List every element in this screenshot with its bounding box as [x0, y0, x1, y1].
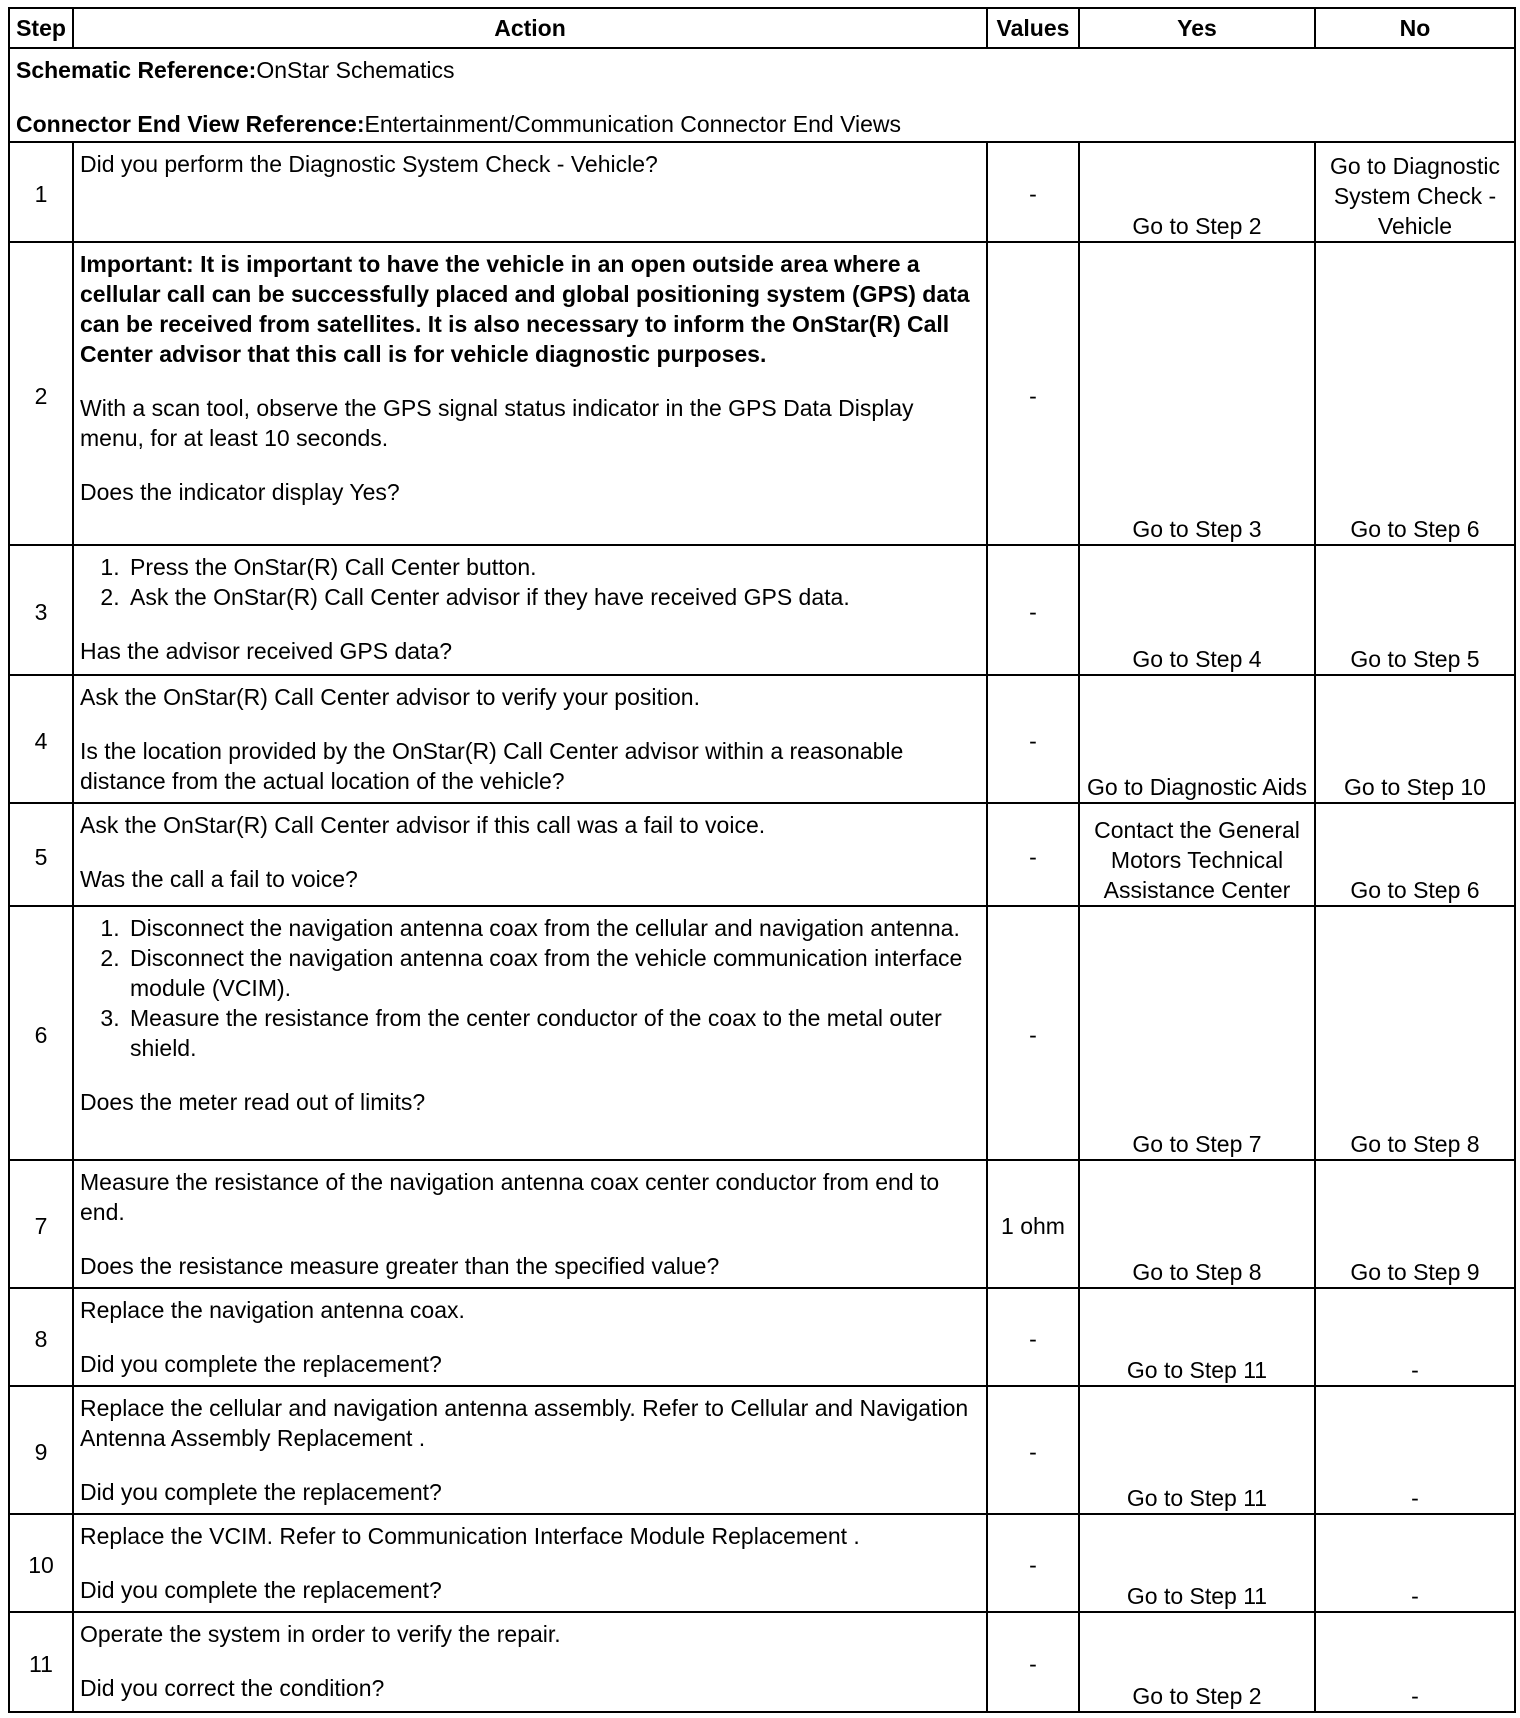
- action-list: [80, 913, 980, 1063]
- yes-cell[interactable]: Go to Step 11: [1079, 1288, 1315, 1386]
- no-cell[interactable]: Go to Step 8: [1315, 906, 1515, 1160]
- no-cell: -: [1315, 1612, 1515, 1712]
- table-row: [9, 1386, 1515, 1514]
- action-question: Did you complete the replacement?: [80, 1479, 442, 1505]
- values-cell: -: [987, 1514, 1079, 1612]
- important-note: Important: It is important to have the vehicle in an open outside area where a cellular call can be successfully placed and global positioning system (GPS) data can be received from satellites. It is also necessary to inform the OnStar(R) Call Center advisor that this call is for vehicle diagnostic purposes.: [80, 251, 970, 367]
- yes-cell[interactable]: Go to Diagnostic Aids: [1079, 675, 1315, 803]
- list-item: 1. Press the OnStar(R) Call Center button.: [126, 552, 980, 582]
- no-cell[interactable]: Go to Step 10: [1315, 675, 1515, 803]
- list-item: 1. Disconnect the navigation antenna coax from the cellular and navigation antenna.: [126, 913, 980, 943]
- action-cell: [73, 1288, 987, 1386]
- reference-row: [9, 48, 1515, 142]
- header-row: [9, 8, 1515, 48]
- no-cell[interactable]: Go to Step 9: [1315, 1160, 1515, 1288]
- action-cell: [73, 1514, 987, 1612]
- action-question: Did you correct the condition?: [80, 1675, 385, 1701]
- action-question: Was the call a fail to voice?: [80, 866, 358, 892]
- action-question: Is the location provided by the OnStar(R) Call Center advisor within a reasonable distance from the actual location of the vehicle?: [80, 738, 904, 794]
- no-cell[interactable]: Go to Step 6: [1315, 803, 1515, 906]
- action-question: Has the advisor received GPS data?: [80, 638, 453, 664]
- step-number: 1: [9, 142, 73, 242]
- action-text: Ask the OnStar(R) Call Center advisor if this call was a fail to voice.: [80, 812, 766, 838]
- no-cell: -: [1315, 1386, 1515, 1514]
- yes-cell[interactable]: Go to Step 2: [1079, 142, 1315, 242]
- header-values: Values: [987, 8, 1079, 48]
- list-item: 2. Ask the OnStar(R) Call Center advisor if they have received GPS data.: [126, 582, 980, 612]
- no-cell: -: [1315, 1288, 1515, 1386]
- yes-cell[interactable]: Contact the General Motors Technical Assistance Center: [1079, 803, 1315, 906]
- action-text: Operate the system in order to verify the repair.: [80, 1621, 561, 1647]
- table-row: [9, 906, 1515, 1160]
- action-cell: [73, 1386, 987, 1514]
- schematic-reference-link[interactable]: OnStar Schematics: [256, 57, 455, 83]
- action-cell: [73, 1612, 987, 1712]
- values-cell: -: [987, 242, 1079, 545]
- table-row: [9, 1288, 1515, 1386]
- values-cell: -: [987, 906, 1079, 1160]
- table-row: [9, 1612, 1515, 1712]
- no-cell[interactable]: Go to Diagnostic System Check - Vehicle: [1315, 142, 1515, 242]
- action-cell: [73, 142, 987, 242]
- yes-cell[interactable]: Go to Step 3: [1079, 242, 1315, 545]
- header-action: Action: [73, 8, 987, 48]
- diagnostic-table: [8, 7, 1516, 1713]
- action-text: With a scan tool, observe the GPS signal status indicator in the GPS Data Display menu, for at least 10 seconds.: [80, 395, 914, 451]
- list-item: 3. Measure the resistance from the center conductor of the coax to the metal outer shield.: [126, 1003, 980, 1063]
- action-question: Does the meter read out of limits?: [80, 1089, 426, 1115]
- header-yes: Yes: [1079, 8, 1315, 48]
- values-cell: -: [987, 545, 1079, 675]
- action-question: Does the indicator display Yes?: [80, 479, 400, 505]
- connector-reference: [16, 109, 1508, 139]
- action-cell: [73, 545, 987, 675]
- table-row: [9, 803, 1515, 906]
- step-number: 11: [9, 1612, 73, 1712]
- yes-cell[interactable]: Go to Step 4: [1079, 545, 1315, 675]
- reference-cell: [9, 48, 1515, 142]
- table-row: [9, 1514, 1515, 1612]
- step-number: 5: [9, 803, 73, 906]
- action-text: Ask the OnStar(R) Call Center advisor to verify your position.: [80, 684, 700, 710]
- action-question: Did you complete the replacement?: [80, 1351, 442, 1377]
- values-cell: -: [987, 803, 1079, 906]
- action-text: Did you perform the Diagnostic System Check - Vehicle?: [80, 151, 658, 177]
- table-row: [9, 1160, 1515, 1288]
- step-number: 7: [9, 1160, 73, 1288]
- table-row: [9, 242, 1515, 545]
- values-cell: -: [987, 1386, 1079, 1514]
- connector-reference-label: Connector End View Reference:: [16, 111, 365, 137]
- action-text: Replace the VCIM. Refer to Communication Interface Module Replacement .: [80, 1523, 860, 1549]
- no-cell: -: [1315, 1514, 1515, 1612]
- yes-cell[interactable]: Go to Step 11: [1079, 1514, 1315, 1612]
- yes-cell[interactable]: Go to Step 11: [1079, 1386, 1315, 1514]
- action-cell: [73, 242, 987, 545]
- no-cell[interactable]: Go to Step 5: [1315, 545, 1515, 675]
- header-step: Step: [9, 8, 73, 48]
- connector-reference-link[interactable]: Entertainment/Communication Connector End Views: [364, 111, 902, 137]
- values-cell: -: [987, 142, 1079, 242]
- step-number: 4: [9, 675, 73, 803]
- action-text: Replace the navigation antenna coax.: [80, 1297, 465, 1323]
- values-cell: -: [987, 1612, 1079, 1712]
- action-cell: [73, 906, 987, 1160]
- list-item: 2. Disconnect the navigation antenna coax from the vehicle communication interface module (VCIM).: [126, 943, 980, 1003]
- action-cell: [73, 803, 987, 906]
- values-cell: -: [987, 675, 1079, 803]
- step-number: 10: [9, 1514, 73, 1612]
- schematic-reference: [16, 55, 1508, 85]
- action-text: Measure the resistance of the navigation antenna coax center conductor from end to end.: [80, 1169, 940, 1225]
- action-text: Replace the cellular and navigation antenna assembly. Refer to Cellular and Navigation Antenna Assembly Replacement .: [80, 1395, 969, 1451]
- action-question: Did you complete the replacement?: [80, 1577, 442, 1603]
- table-row: [9, 675, 1515, 803]
- yes-cell[interactable]: Go to Step 2: [1079, 1612, 1315, 1712]
- no-cell[interactable]: Go to Step 6: [1315, 242, 1515, 545]
- step-number: 8: [9, 1288, 73, 1386]
- step-number: 6: [9, 906, 73, 1160]
- step-number: 9: [9, 1386, 73, 1514]
- action-cell: [73, 1160, 987, 1288]
- action-question: Does the resistance measure greater than the specified value?: [80, 1253, 720, 1279]
- values-cell: -: [987, 1288, 1079, 1386]
- table-row: [9, 142, 1515, 242]
- yes-cell[interactable]: Go to Step 7: [1079, 906, 1315, 1160]
- step-number: 2: [9, 242, 73, 545]
- schematic-reference-label: Schematic Reference:: [16, 57, 257, 83]
- action-list: [80, 552, 980, 612]
- values-cell: 1 ohm: [987, 1160, 1079, 1288]
- step-number: 3: [9, 545, 73, 675]
- table-row: [9, 545, 1515, 675]
- action-cell: [73, 675, 987, 803]
- yes-cell[interactable]: Go to Step 8: [1079, 1160, 1315, 1288]
- diagnostic-table-container: [8, 7, 1516, 1713]
- header-no: No: [1315, 8, 1515, 48]
